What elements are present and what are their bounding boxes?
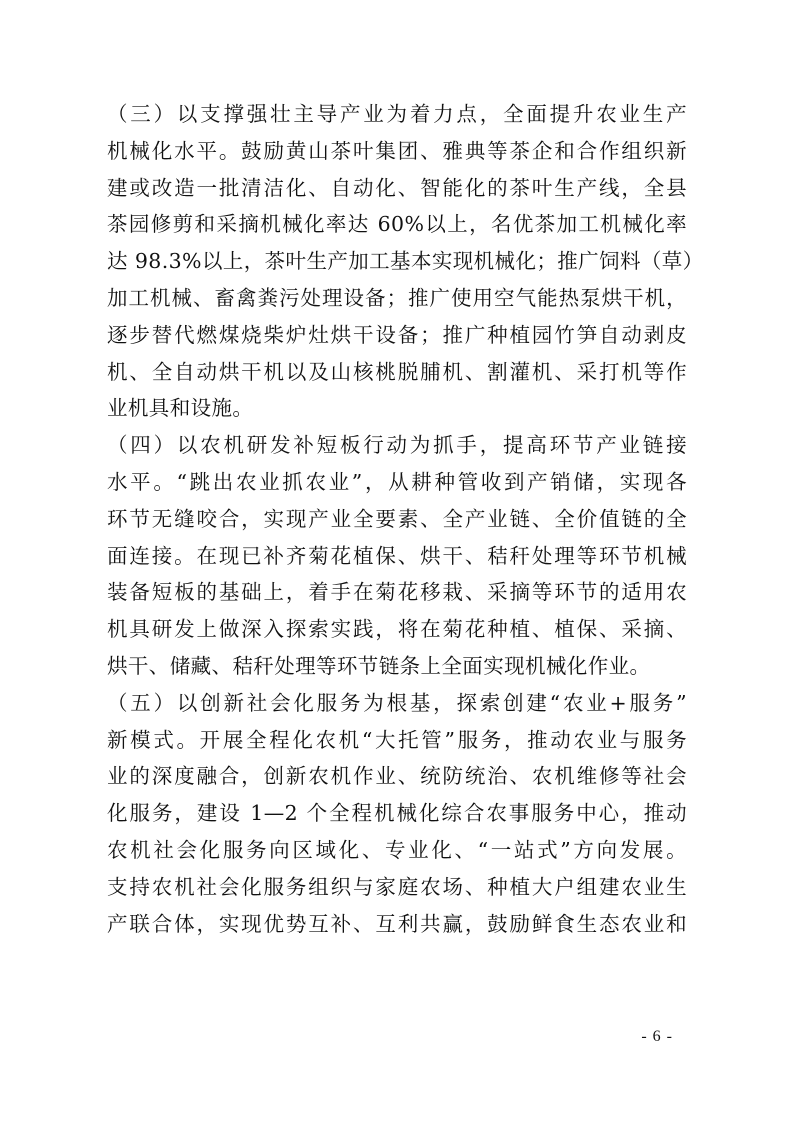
- paragraph-line: 农机社会化服务向区域化、专业化、“一站式”方向发展。: [107, 837, 687, 862]
- paragraph-line: 机、全自动烘干机以及山核桃脱脯机、割灌机、采打机等作: [107, 359, 687, 384]
- paragraph-line: 加工机械、畜禽粪污处理设备；推广使用空气能热泵烘干机，: [107, 285, 687, 310]
- paragraph-line: 业的深度融合，创新农机作业、统防统治、农机维修等社会: [107, 764, 687, 789]
- paragraph-line: （五）以创新社会化服务为根基，探索创建“农业+服务”: [107, 690, 687, 715]
- paragraph-line: 逐步替代燃煤烧柴炉灶烘干设备；推广种植园竹笋自动剥皮: [107, 322, 687, 347]
- paragraph-line: 达 98.3%以上，茶叶生产加工基本实现机械化；推广饲料（草）: [107, 249, 704, 274]
- paragraph-5: [107, 685, 687, 943]
- paragraph-line: 茶园修剪和采摘机械化率达 60%以上，名优茶加工机械化率: [107, 212, 687, 237]
- paragraph-line: （三）以支撑强壮主导产业为着力点，全面提升农业生产: [107, 102, 687, 126]
- paragraph-line: 水平。“跳出农业抓农业”，从耕种管收到产销储，实现各: [107, 469, 687, 494]
- paragraph-line: 新模式。开展全程化农机“大托管”服务，推动农业与服务: [107, 727, 687, 752]
- paragraph-line: 机具研发上做深入探索实践，将在菊花种植、植保、采摘、: [107, 617, 687, 642]
- paragraph-4: [107, 427, 687, 685]
- paragraph-3: [107, 96, 704, 427]
- paragraph-line: 环节无缝咬合，实现产业全要素、全产业链、全价值链的全: [107, 506, 687, 531]
- paragraph-line: 化服务，建设 1—2 个全程机械化综合农事服务中心，推动: [107, 801, 687, 826]
- paragraph-line: （四）以农机研发补短板行动为抓手，提高环节产业链接: [107, 433, 687, 458]
- paragraph-line: 产联合体，实现优势互补、互利共赢，鼓励鲜食生态农业和: [107, 911, 687, 936]
- paragraph-line: 烘干、储藏、秸秆处理等环节链条上全面实现机械化作业。: [107, 653, 651, 678]
- paragraph-line: 业机具和设施。: [107, 396, 254, 421]
- paragraph-line: 建或改造一批清洁化、自动化、智能化的茶叶生产线，全县: [107, 175, 687, 200]
- paragraph-line: 面连接。在现已补齐菊花植保、烘干、秸秆处理等环节机械: [107, 543, 687, 568]
- page-number: - 6 -: [641, 1028, 673, 1045]
- paragraph-line: 支持农机社会化服务组织与家庭农场、种植大户组建农业生: [107, 874, 687, 899]
- paragraph-line: 装备短板的基础上，着手在菊花移栽、采摘等环节的适用农: [107, 580, 687, 605]
- document-body: [107, 96, 704, 942]
- paragraph-line: 机械化水平。鼓励黄山茶叶集团、雅典等茶企和合作组织新: [107, 138, 687, 163]
